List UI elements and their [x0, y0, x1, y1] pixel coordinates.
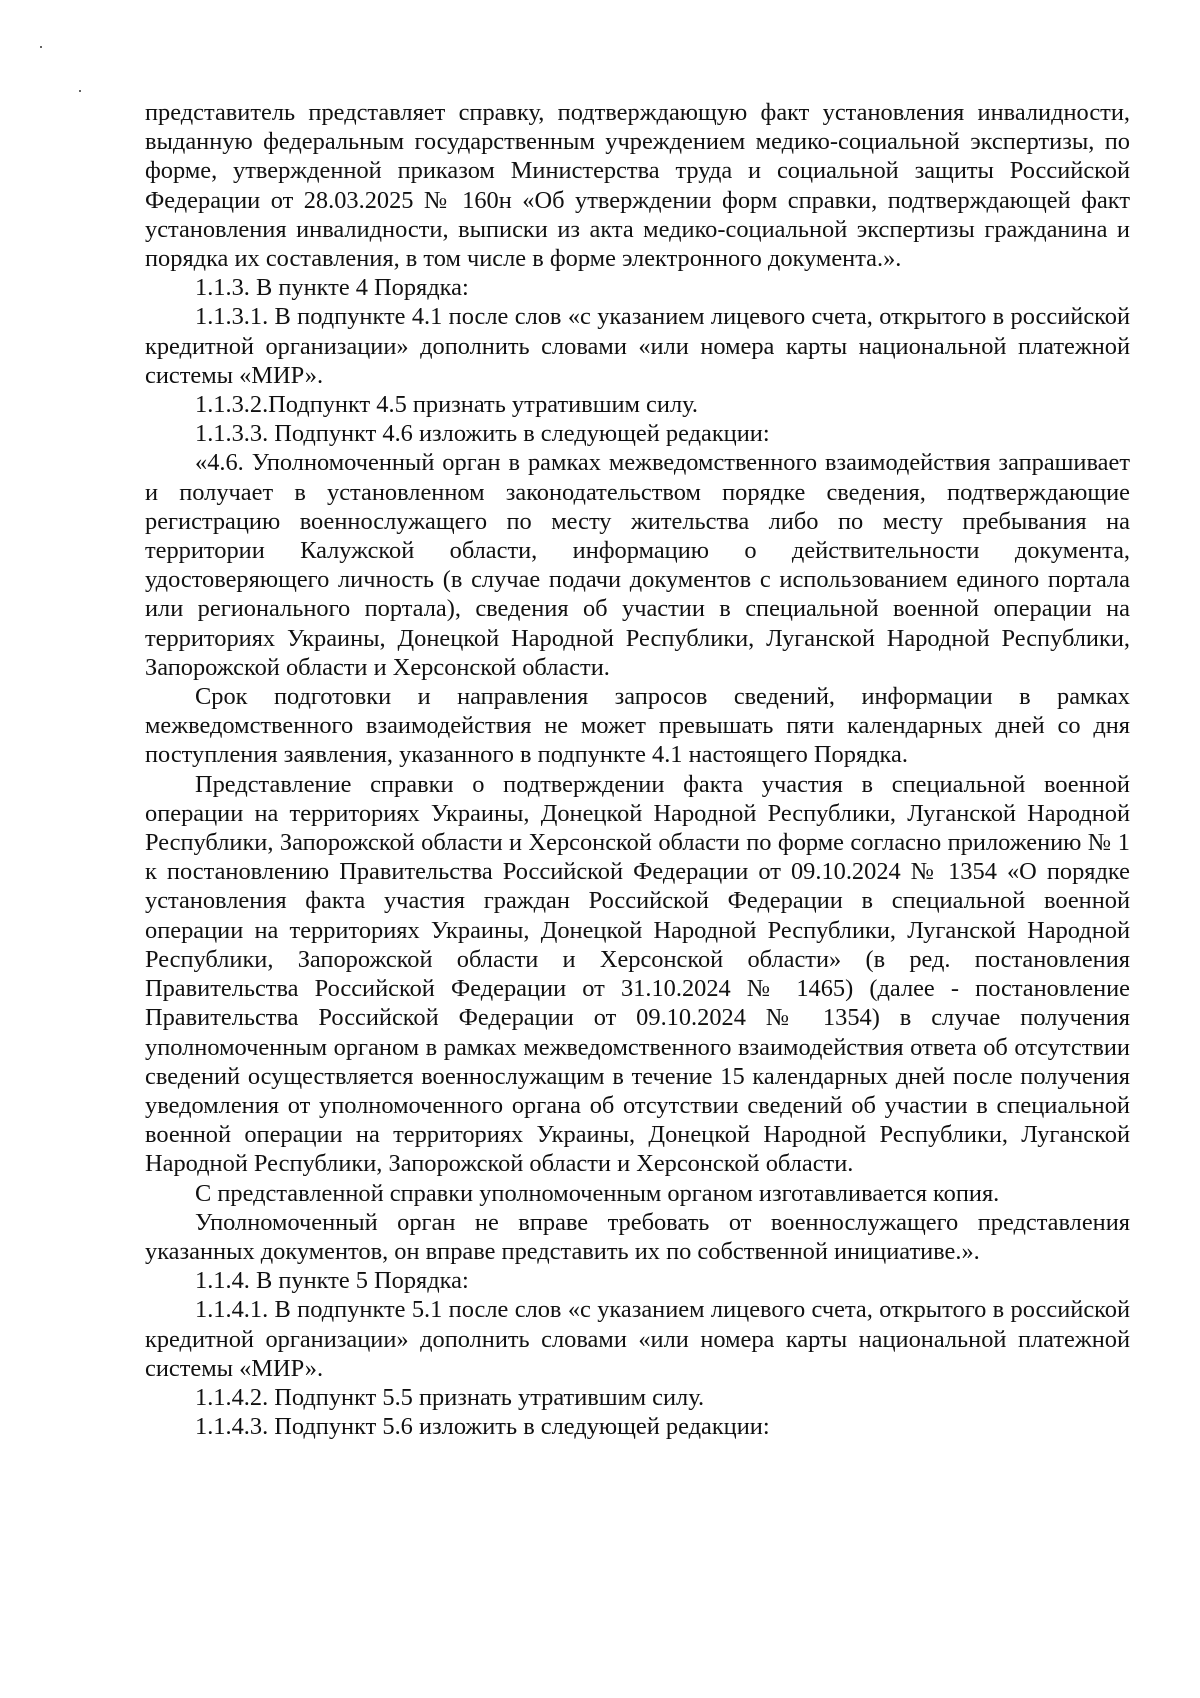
paragraph-1-1-4-2: 1.1.4.2. Подпункт 5.5 признать утратившим силу. — [195, 1383, 705, 1411]
paragraph-1-1-4-1: 1.1.4.1. В подпункте 5.1 после слов «с указанием лицевого счета, открытого в российской кредитной организации» дополнить словами «или номера карты национальной платежной системы «МИР». — [145, 1296, 1130, 1382]
paragraph-1-1-3-3: 1.1.3.3. Подпункт 4.6 изложить в следующей редакции: — [195, 420, 770, 448]
paragraph-1-1-4-3: 1.1.4.3. Подпункт 5.6 изложить в следующей редакции: — [195, 1413, 770, 1441]
paragraph-continuation: представитель представляет справку, подтверждающую факт установления инвалидности, выданную федеральным государственным учреждением медико-социальной экспертизы, по форме, утвержденной приказом Министерства труда и социальной защиты Российской Федерации от 28.03.2025 № 160н «Об утверждении форм справки, подтверждающей факт установления инвалидности, выписки из акта медико-социальной экспертизы гражданина и порядка их составления, в том числе в форме электронного документа.». — [145, 99, 1130, 273]
paragraph-1-1-3: 1.1.3. В пункте 4 Порядка: — [195, 274, 469, 302]
paragraph-deadline: Срок подготовки и направления запросов сведений, информации в рамках межведомственного взаимодействия не может превышать пяти календарных дней со дня поступления заявления, указанного в подпункте 4.1 настоящего Порядка. — [145, 683, 1130, 769]
scan-speck — [79, 90, 81, 92]
document-body — [145, 98, 1130, 1441]
paragraph-copy: С представленной справки уполномоченным органом изготавливается копия. — [195, 1179, 1000, 1207]
paragraph-1-1-4: 1.1.4. В пункте 5 Порядка: — [195, 1267, 469, 1295]
paragraph-certificate: Представление справки о подтверждении факта участия в специальной военной операции на территориях Украины, Донецкой Народной Республики, Луганской Народной Республики, Запорожской области и Херсонской области по форме согласно приложению № 1 к постановлению Правительства Российской Федерации от 09.10.2024 № 1354 «О порядке установления факта участия граждан Российской Федерации в специальной военной операции на территориях Украины, Донецкой Народной Республики, Луганской Народной Республики, Запорожской области и Херсонской области» (в ред. постановления Правительства Российской Федерации от 31.10.2024 № 1465) (далее - постановление Правительства Российской Федерации от 09.10.2024 № 1354) в случае получения уполномоченным органом в рамках межведомственного взаимодействия ответа об отсутствии сведений осуществляется военнослужащим в течение 15 календарных дней после получения уведомления от уполномоченного органа об отсутствии сведений об участии в специальной военной операции на территориях Украины, Донецкой Народной Республики, Луганской Народной Республики, Запорожской области и Херсонской области. — [145, 770, 1130, 1178]
paragraph-4-6: «4.6. Уполномоченный орган в рамках межведомственного взаимодействия запрашивает и получает в установленном законодательством порядке сведения, подтверждающие регистрацию военнослужащего по месту жительства либо по месту пребывания на территории Калужской области, информацию о действительности документа, удостоверяющего личность (в случае подачи документов с использованием единого портала или регионального портала), сведения об участии в специальной военной операции на территориях Украины, Донецкой Народной Республики, Луганской Народной Республики, Запорожской области и Херсонской области. — [145, 449, 1130, 681]
scan-speck — [40, 46, 42, 48]
paragraph-no-demand: Уполномоченный орган не вправе требовать от военнослужащего представления указанных документов, он вправе представить их по собственной инициативе.». — [145, 1208, 1130, 1265]
paragraph-1-1-3-2: 1.1.3.2.Подпункт 4.5 признать утратившим силу. — [195, 391, 698, 419]
paragraph-1-1-3-1: 1.1.3.1. В подпункте 4.1 после слов «с указанием лицевого счета, открытого в российской кредитной организации» дополнить словами «или номера карты национальной платежной системы «МИР». — [145, 303, 1130, 389]
